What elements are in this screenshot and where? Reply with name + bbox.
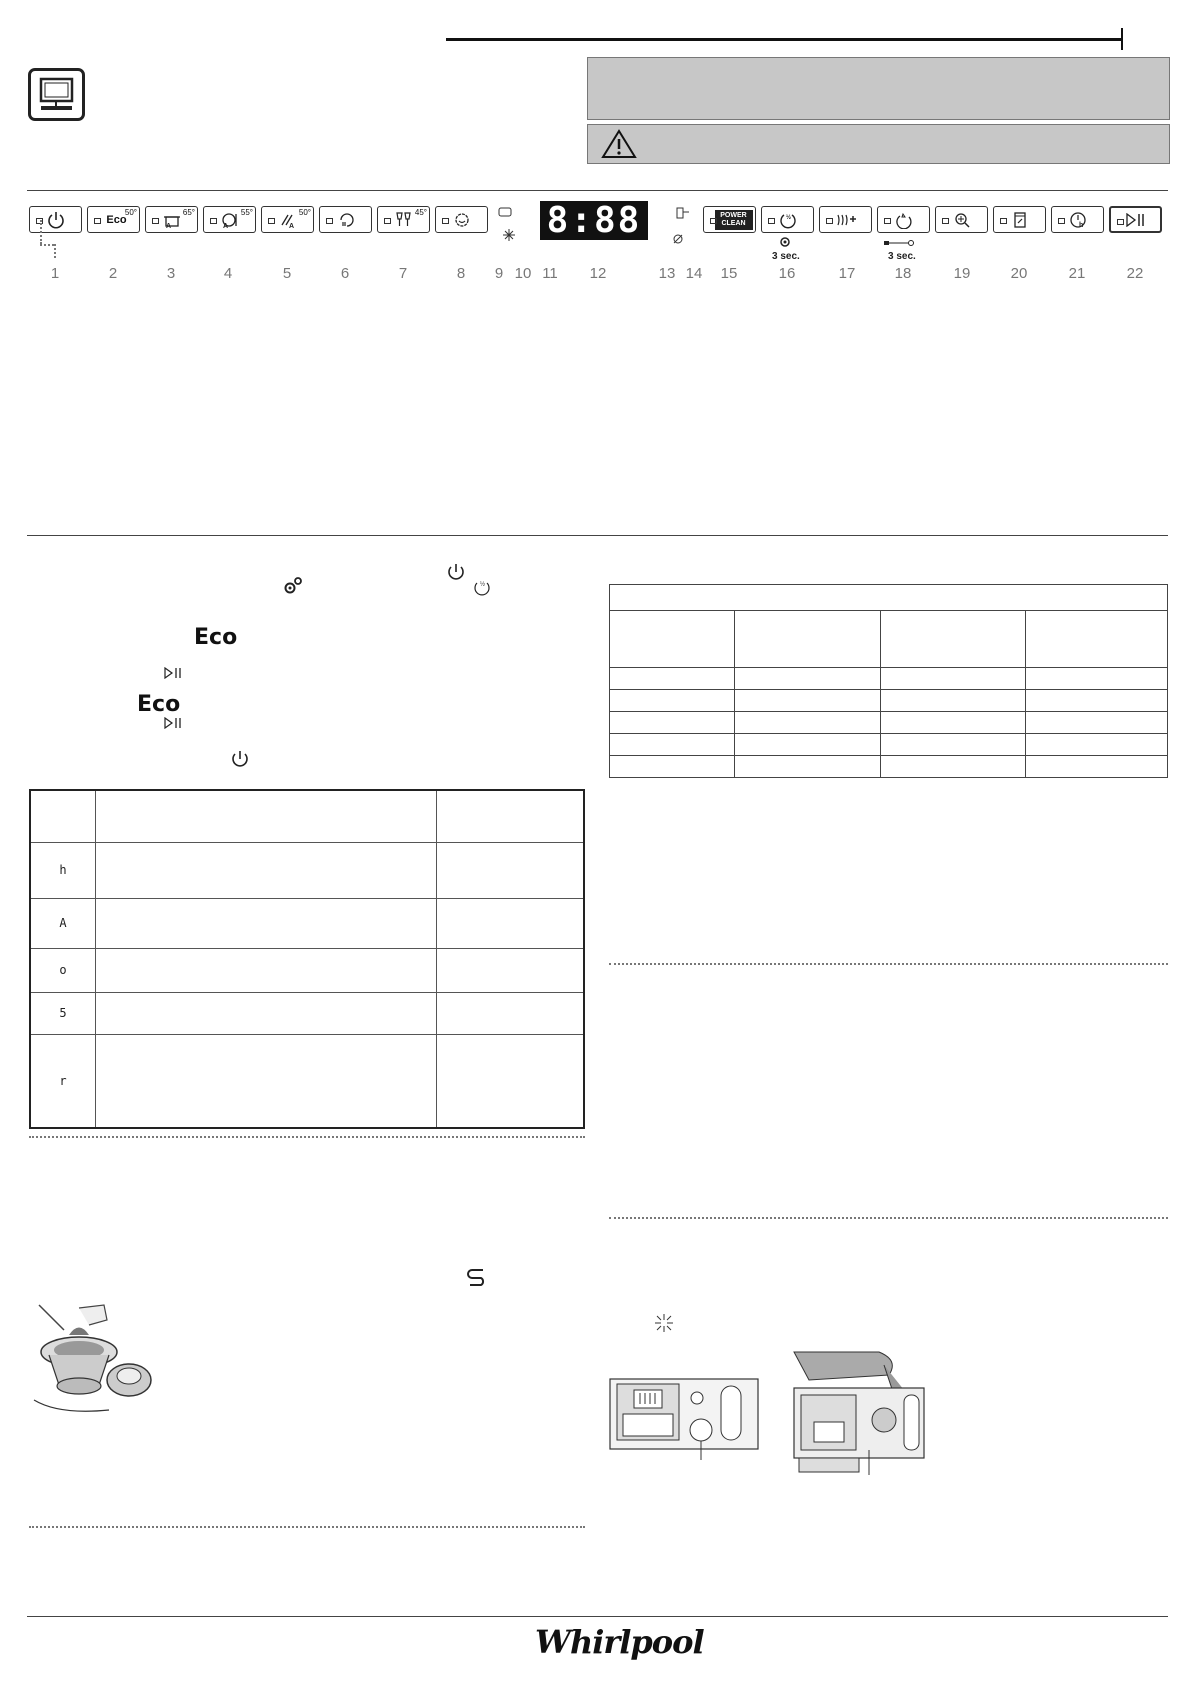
table-cell bbox=[1026, 690, 1168, 712]
quick-wash-button[interactable] bbox=[319, 206, 372, 233]
callout-10: 10 bbox=[514, 265, 532, 282]
table-cell bbox=[610, 690, 735, 712]
pot-auto-icon bbox=[163, 211, 181, 229]
led-indicator bbox=[1058, 218, 1065, 224]
dotted-divider bbox=[609, 1217, 1168, 1219]
delay-start-button[interactable] bbox=[1051, 206, 1104, 233]
warning-box bbox=[587, 124, 1170, 164]
table-cell bbox=[735, 668, 881, 690]
callout-21: 21 bbox=[1068, 265, 1086, 282]
led-indicator bbox=[1117, 219, 1124, 225]
table-cell bbox=[96, 1034, 437, 1128]
tablet-icon bbox=[1011, 211, 1029, 229]
table-row bbox=[610, 585, 1168, 611]
brand-logo: Whirlpool bbox=[535, 1623, 704, 1661]
table-cell bbox=[881, 611, 1026, 668]
section-divider bbox=[27, 190, 1168, 191]
table-cell bbox=[96, 790, 437, 842]
hold-note-16: 3 sec. bbox=[772, 251, 800, 262]
start-pause-icon bbox=[163, 717, 185, 729]
auto-plate-button[interactable] bbox=[203, 206, 256, 233]
section-divider bbox=[27, 535, 1168, 536]
leader bbox=[40, 220, 42, 244]
eco-symbol: Eco bbox=[137, 692, 181, 717]
table-cell bbox=[881, 690, 1026, 712]
callout-9: 9 bbox=[494, 265, 504, 282]
table-cell bbox=[881, 668, 1026, 690]
table-cell bbox=[96, 948, 437, 992]
error-code: A bbox=[30, 898, 96, 948]
leader bbox=[40, 244, 54, 246]
table-cell bbox=[610, 756, 735, 778]
table-cell bbox=[1026, 734, 1168, 756]
hold-note-18: 3 sec. bbox=[888, 251, 916, 262]
glasses-icon bbox=[394, 211, 414, 229]
led-indicator bbox=[210, 218, 217, 224]
table-cell bbox=[735, 712, 881, 734]
power-icon bbox=[446, 562, 466, 582]
callout-22: 22 bbox=[1126, 265, 1144, 282]
led-indicator bbox=[884, 218, 891, 224]
eco-label: Eco bbox=[106, 213, 127, 226]
table-cell bbox=[96, 842, 437, 898]
table-cell bbox=[1026, 611, 1168, 668]
intensive-icon bbox=[953, 211, 971, 229]
dispenser-illustration bbox=[609, 1378, 759, 1460]
table-cell bbox=[96, 992, 437, 1034]
power-clean-button[interactable] bbox=[703, 206, 756, 233]
callout-20: 20 bbox=[1010, 265, 1028, 282]
leader bbox=[54, 244, 56, 258]
svg-text:A: A bbox=[288, 222, 294, 229]
table-row bbox=[30, 898, 584, 948]
eco-symbol: Eco bbox=[194, 625, 238, 650]
power-clean-label: POWER CLEAN bbox=[715, 210, 753, 230]
table-row bbox=[30, 842, 584, 898]
table-cell bbox=[881, 712, 1026, 734]
warning-triangle-icon bbox=[601, 129, 637, 159]
callout-12: 12 bbox=[589, 265, 607, 282]
power-button[interactable] bbox=[29, 206, 82, 233]
led-indicator bbox=[826, 218, 833, 224]
salt-indicator-icon bbox=[498, 206, 512, 218]
top-rule bbox=[446, 38, 1123, 41]
gear-icon bbox=[283, 577, 303, 595]
table-cell bbox=[881, 756, 1026, 778]
table-cell bbox=[437, 1034, 585, 1128]
error-code: 5 bbox=[30, 992, 96, 1034]
led-indicator bbox=[152, 218, 159, 224]
auto-pot-button[interactable] bbox=[145, 206, 198, 233]
table-cell bbox=[610, 611, 735, 668]
table-cell bbox=[437, 898, 585, 948]
led-indicator bbox=[442, 218, 449, 224]
tablet-button[interactable] bbox=[993, 206, 1046, 233]
led-indicator bbox=[268, 218, 275, 224]
rinse-aid-filling-illustration bbox=[789, 1350, 929, 1475]
error-code: h bbox=[30, 842, 96, 898]
led-indicator bbox=[768, 218, 775, 224]
svg-text:½: ½ bbox=[785, 214, 791, 221]
callout-7: 7 bbox=[398, 265, 408, 282]
monitor-icon bbox=[28, 68, 85, 121]
callout-2: 2 bbox=[108, 265, 118, 282]
table-cell bbox=[96, 898, 437, 948]
hold-arrow-icon bbox=[884, 240, 914, 248]
top-rule-tick bbox=[1121, 28, 1123, 50]
callout-16: 16 bbox=[778, 265, 796, 282]
callout-6: 6 bbox=[340, 265, 350, 282]
table-cell bbox=[735, 734, 881, 756]
glasses-temp: 45° bbox=[414, 208, 427, 217]
half-load-icon bbox=[473, 578, 491, 596]
svg-text:h: h bbox=[1078, 221, 1083, 229]
table-cell bbox=[437, 992, 585, 1034]
sanitize-button[interactable] bbox=[877, 206, 930, 233]
half-load-button[interactable] bbox=[761, 206, 814, 233]
info-box bbox=[587, 57, 1170, 120]
footer-divider bbox=[27, 1616, 1168, 1617]
settings-table bbox=[609, 584, 1168, 778]
table-cell bbox=[610, 668, 735, 690]
door-indicator-icon bbox=[672, 233, 684, 245]
rinse-button[interactable] bbox=[435, 206, 488, 233]
dotted-divider bbox=[29, 1526, 585, 1528]
error-code-table bbox=[29, 789, 585, 1129]
extra-dry-icon bbox=[835, 211, 857, 229]
callout-3: 3 bbox=[166, 265, 176, 282]
table-row bbox=[610, 756, 1168, 778]
callout-14: 14 bbox=[685, 265, 703, 282]
table-cell bbox=[437, 842, 585, 898]
dotted-divider bbox=[609, 963, 1168, 965]
glass-auto-icon bbox=[279, 211, 297, 229]
table-row bbox=[30, 948, 584, 992]
auto-glass-button[interactable] bbox=[261, 206, 314, 233]
salt-filling-illustration bbox=[29, 1300, 169, 1424]
table-cell bbox=[735, 756, 881, 778]
dotted-divider bbox=[29, 1136, 585, 1138]
table-row bbox=[610, 734, 1168, 756]
svg-text:½: ½ bbox=[480, 582, 486, 588]
quick-wash-icon bbox=[337, 211, 355, 229]
salt-icon bbox=[466, 1266, 488, 1286]
table-cell bbox=[1026, 712, 1168, 734]
start-pause-icon bbox=[163, 667, 185, 679]
extra-dry-button[interactable] bbox=[819, 206, 872, 233]
callout-1: 1 bbox=[50, 265, 60, 282]
auto-plate-temp: 55° bbox=[240, 208, 253, 217]
start-pause-icon bbox=[1125, 213, 1147, 227]
callout-15: 15 bbox=[720, 265, 738, 282]
table-row bbox=[610, 712, 1168, 734]
rinse-aid-icon bbox=[654, 1313, 674, 1333]
table-cell bbox=[1026, 668, 1168, 690]
callout-18: 18 bbox=[894, 265, 912, 282]
half-load-icon bbox=[779, 211, 797, 229]
led-indicator bbox=[384, 218, 391, 224]
callout-17: 17 bbox=[838, 265, 856, 282]
delay-start-icon bbox=[1069, 211, 1087, 229]
rinse-aid-indicator-icon bbox=[502, 228, 516, 242]
eco-temp: 50° bbox=[124, 208, 137, 217]
table-row bbox=[30, 1034, 584, 1128]
led-indicator bbox=[710, 218, 717, 224]
start-pause-button[interactable] bbox=[1109, 206, 1162, 233]
table-cell bbox=[437, 948, 585, 992]
error-code: r bbox=[30, 1034, 96, 1128]
callout-19: 19 bbox=[953, 265, 971, 282]
table-header-cell bbox=[610, 585, 1168, 611]
intensive-button[interactable] bbox=[935, 206, 988, 233]
table-header-row bbox=[30, 790, 584, 842]
led-indicator bbox=[94, 218, 101, 224]
svg-text:A: A bbox=[165, 222, 171, 229]
glasses-button[interactable] bbox=[377, 206, 430, 233]
sanitize-icon bbox=[895, 211, 913, 229]
plate-auto-icon bbox=[221, 211, 239, 229]
table-cell bbox=[30, 790, 96, 842]
error-code: o bbox=[30, 948, 96, 992]
table-cell bbox=[735, 611, 881, 668]
table-cell bbox=[1026, 756, 1168, 778]
water-tap-indicator-icon bbox=[676, 206, 690, 220]
callout-8: 8 bbox=[456, 265, 466, 282]
callout-4: 4 bbox=[223, 265, 233, 282]
table-row bbox=[610, 668, 1168, 690]
table-cell bbox=[735, 690, 881, 712]
led-indicator bbox=[326, 218, 333, 224]
digital-display: 8:88 bbox=[540, 201, 648, 240]
power-icon bbox=[47, 211, 65, 229]
auto-glass-temp: 50° bbox=[298, 208, 311, 217]
callout-5: 5 bbox=[282, 265, 292, 282]
power-icon bbox=[230, 749, 250, 769]
table-row bbox=[610, 690, 1168, 712]
table-cell bbox=[881, 734, 1026, 756]
callout-11: 11 bbox=[542, 265, 558, 282]
table-row bbox=[610, 611, 1168, 668]
gear-icon bbox=[779, 236, 791, 248]
callout-13: 13 bbox=[658, 265, 676, 282]
svg-text:A: A bbox=[222, 222, 228, 229]
rinse-icon bbox=[453, 211, 471, 229]
table-cell bbox=[610, 712, 735, 734]
table-cell bbox=[437, 790, 585, 842]
table-row bbox=[30, 992, 584, 1034]
led-indicator bbox=[1000, 218, 1007, 224]
auto-pot-temp: 65° bbox=[182, 208, 195, 217]
table-cell bbox=[610, 734, 735, 756]
led-indicator bbox=[942, 218, 949, 224]
eco-button[interactable] bbox=[87, 206, 140, 233]
